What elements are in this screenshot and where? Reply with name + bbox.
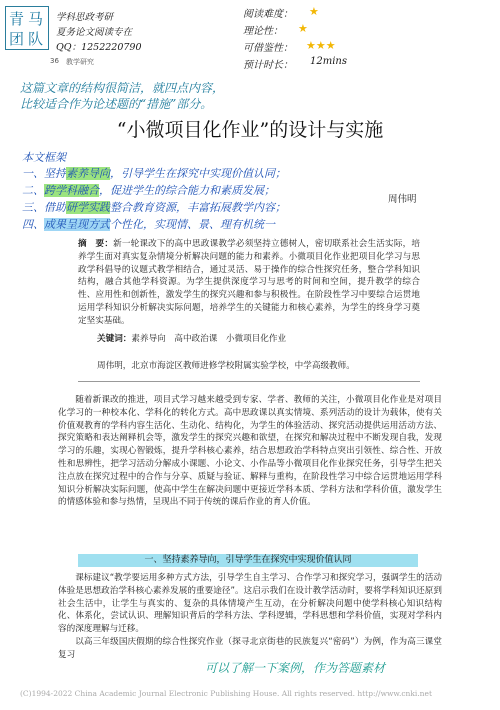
abstract xyxy=(78,238,420,328)
keywords-label: 关键词： xyxy=(97,334,132,344)
framework-item-2: 二、跨学科融合，促进学生的综合能力和素质发展； xyxy=(22,184,275,197)
framework-item-3: 三、借助研学实践整合教育资源，丰富拓展教学内容； xyxy=(22,201,286,214)
footer-copyright: (C)1994-2022 China Academic Journal Electronic Publishing House. All rights reserved. http://www.cnki.net xyxy=(20,689,432,698)
logo-char: 队 xyxy=(28,30,44,48)
logic-label: 理论性： xyxy=(243,26,283,37)
note-top-line1: 这篇文章的结构很简洁，就四点内容， xyxy=(20,81,225,95)
logo-char: 青 xyxy=(9,10,25,28)
page-number: 36 xyxy=(50,57,59,65)
time-label: 预计时长： xyxy=(243,60,293,71)
framework-heading: 本文框架 xyxy=(22,151,66,164)
abstract-text: 新一轮课改下的高中思政课教学必须坚持立德树人，密切联系社会生活实际，培养学生面对真实复杂情境分析解决问题的能力和素养。小微项目化作业把项目化学习与思政学科倡导的议题式教学相结合，通过灵活、易于操作的综合性探究任务，整合学科知识结构，融合其他学科资源。为学生提供深度学习与思考的时间和空间，提升教学的综合性、应用性和创新性，激发学生的探究兴趣和参与积极性。在阶段性学习中要综合运贯地运用学科知识分析解决实际问题，培养学生的关键能力和核心素养，为学生的终身学习奠定坚实基础。 xyxy=(78,239,420,326)
section-label: 教学研究 xyxy=(66,58,94,66)
logo-char: 马 xyxy=(28,10,44,28)
author: 周伟明 xyxy=(388,194,417,205)
framework-item-4: 四、成果呈现方式个性化，实现情、景、理有机统一 xyxy=(22,218,275,231)
logic-stars: ★ xyxy=(298,22,308,35)
abstract-label: 摘 要： xyxy=(78,239,114,249)
header-line1: 学科思政考研 xyxy=(56,12,114,23)
logo xyxy=(5,6,49,50)
note-top-line2: 比较适合作为论述题的“措施”部分。 xyxy=(20,97,213,111)
intro-paragraph: 随着新课改的推进，项目式学习越来越受到专家、学者、教师的关注，小微项目化作业是对项目化学习的一种校本化、学科化的转化方式。高中思政课以真实情境、系列活动的设计为载体，使有关价值观教育的学科内容生活化、生动化、结构化，为学生的体验活动、探究活动提供运用活动方法、探究策略和表达阐释机会等，激发学生的探究兴趣和欲望，在探究和解决过程中不断发现自我，发现学习的乐趣，实现心智锻炼，提升学科核心素养，结合思想政治学科特点突出引领性、综合性、开放性和思辨性，把学习活动分解成小课题、小论文、小作品等小微项目化作业探究任务，引导学生把关注点放在探究过程中的合作与分享、质疑与验证、解释与重构，在阶段性学习中综合运贯地运用学科知识分析解决实际问题，使高中学生在解决问题中更接近学科本质、学科方法和学科价值，激发学生的情感体验和参与热情，呈现出不同于传统的课后作业的育人价值。 xyxy=(58,395,442,508)
section-heading: 一、坚持素养导向，引导学生在探究中实现价值认同 xyxy=(78,554,418,567)
keywords xyxy=(97,333,417,346)
section1-para1: 课标建议“教学要运用多种方式方法，引导学生自主学习、合作学习和探究学习，强调学生的活动体验是思想政治学科核心素养发展的重要途径”。这启示我们在设计教学活动时，要将学科知识还原到社会生活中，让学生与真实的、复杂的具体情境产生互动，在分析解决问题中使学科核心知识结构化、体系化，尝试认识、理解知识背后的学科方法、学科逻辑，学科思想和学科价值，实现对学科内容的深度理解与迁移。 xyxy=(58,573,442,635)
framework-item-1: 一、坚持素养导向，引导学生在探究中实现价值认同； xyxy=(22,167,286,180)
affiliation: 周伟明，北京市海淀区教师进修学校附属实验学校，中学高级教师。 xyxy=(97,361,355,371)
reference-stars: ★★★ xyxy=(306,39,336,52)
difficulty-label: 阅读难度： xyxy=(243,9,293,20)
article-title: “小微项目化作业”的设计与实施 xyxy=(116,119,384,141)
note-bottom: 可以了解一下案例，作为答题素材 xyxy=(205,661,386,675)
section1-para2: 以高三年级国庆假期的综合性探究作业（探寻北京街巷的民族复兴“密码”）为例，作为高三课堂复习 xyxy=(58,637,442,660)
difficulty-stars: ★ xyxy=(309,5,319,18)
time-value: 12mins xyxy=(310,56,347,67)
header-qq: QQ：1252220790 xyxy=(56,42,142,53)
logo-char: 团 xyxy=(9,30,25,48)
header-line2: 夏务论文阅读专在 xyxy=(56,27,133,38)
divider xyxy=(78,381,420,382)
keywords-text: 素养导向 高中政治课 小微项目化作业 xyxy=(131,334,287,344)
reference-label: 可借鉴性： xyxy=(243,43,293,54)
